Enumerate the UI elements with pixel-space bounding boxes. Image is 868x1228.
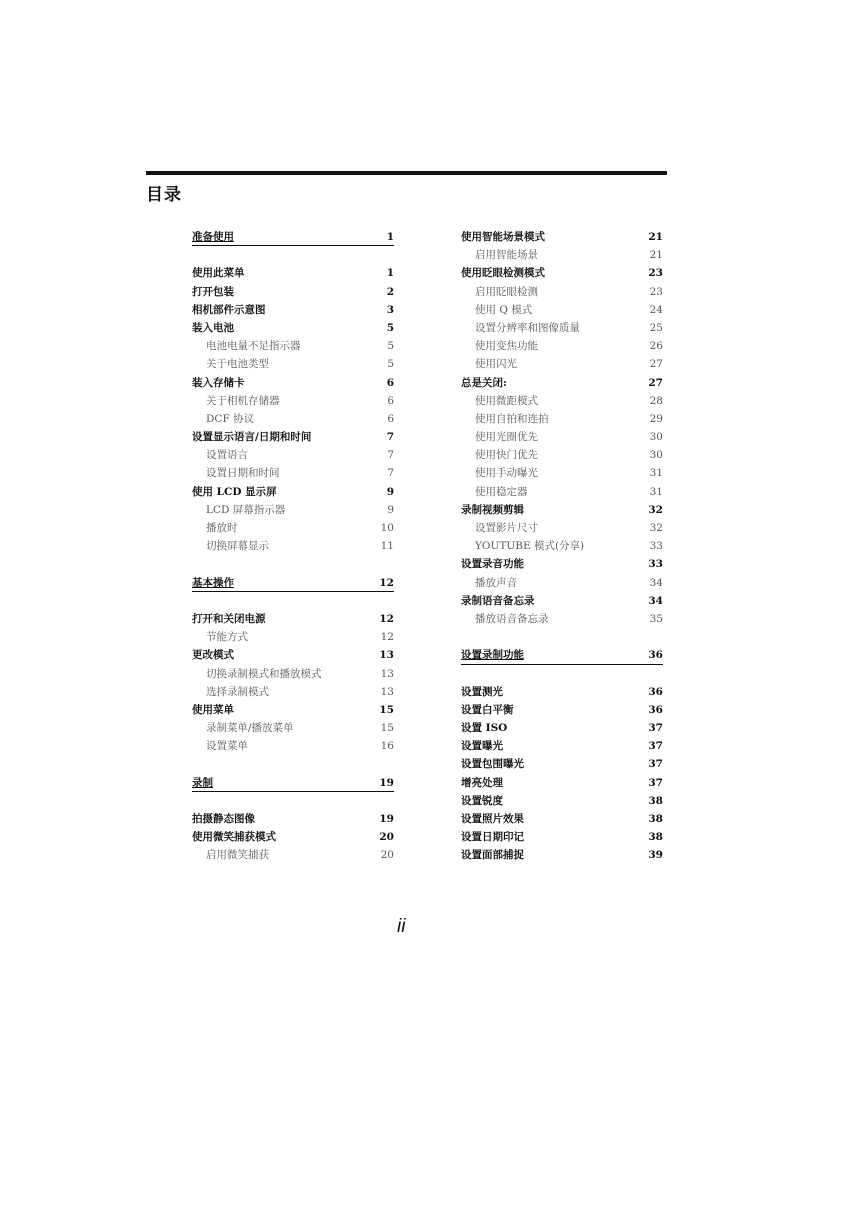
toc-subsection-entry[interactable] [461,428,663,446]
toc-entry-page: 15 [379,703,394,716]
toc-entry-page: 38 [648,813,663,825]
toc-section-entry[interactable] [461,228,663,246]
toc-entry-page: 10 [380,522,394,534]
toc-subsection-entry[interactable] [192,537,394,555]
toc-entry-page: 39 [648,849,663,862]
toc-entry-title: 相机部件示意图 [192,303,266,316]
toc-entry-title: 增亮处理 [461,776,503,789]
toc-entry-title: 基本操作 [192,576,234,589]
toc-entry-page: 35 [649,612,663,625]
top-rule [146,171,667,175]
toc-entry-page: 3 [386,303,394,316]
toc-entry-page: 32 [648,503,663,516]
toc-entry-title: 使用微笑捕获模式 [192,831,276,844]
toc-entry-page: 33 [648,558,663,571]
toc-entry-title: 录制视频剪辑 [461,503,524,516]
toc-entry-title: LCD 屏幕指示器 [206,503,286,516]
toc-entry-page: 24 [649,303,663,316]
toc-spacer [461,665,663,683]
toc-entry-title: 启用眨眼检测 [475,285,538,298]
toc-entry-page: 16 [380,740,394,753]
toc-entry-title: 播放语音备忘录 [475,612,549,625]
toc-entry-title: 装入存储卡 [192,376,245,389]
toc-subsection-entry[interactable] [461,483,663,501]
toc-entry-title: 关于电池类型 [206,358,269,371]
toc-section-entry[interactable] [192,701,394,719]
toc-section-entry[interactable] [192,283,394,301]
toc-subsection-entry[interactable] [192,719,394,737]
toc-section-entry[interactable] [461,555,663,573]
toc-subsection-entry[interactable] [461,246,663,264]
toc-entry-page: 36 [648,685,663,698]
toc-subsection-entry[interactable] [461,319,663,337]
toc-entry-page: 19 [379,813,394,825]
toc-subsection-entry[interactable] [461,574,663,592]
toc-entry-page: 6 [386,376,394,389]
toc-entry-title: 使用 Q 模式 [475,303,533,316]
toc-entry-title: 使用微距模式 [475,394,538,407]
toc-entry-page: 13 [380,667,394,680]
toc-entry-title: 准备使用 [192,231,234,243]
toc-entry-page: 13 [380,685,394,698]
toc-entry-page: 15 [380,722,394,735]
toc-entry-page: 7 [387,467,394,480]
toc-entry-page: 20 [379,831,394,844]
toc-spacer [192,755,394,773]
toc-subsection-entry[interactable] [192,410,394,428]
toc-section-entry[interactable] [192,428,394,446]
toc-entry-title: DCF 协议 [206,412,255,425]
toc-entry-page: 33 [649,540,663,553]
toc-spacer [192,555,394,573]
toc-entry-title: 使用此菜单 [192,267,245,280]
toc-entry-page: 34 [649,576,663,589]
toc-entry-page: 29 [649,412,663,425]
toc-subsection-entry[interactable] [192,737,394,755]
toc-entry-page: 38 [648,831,663,844]
toc-entry-page: 27 [648,376,663,389]
toc-entry-page: 21 [649,249,663,262]
toc-section-entry[interactable] [461,828,663,846]
toc-entry-title: 设置显示语言/日期和时间 [192,431,312,444]
toc-subsection-entry[interactable] [192,464,394,482]
toc-entry-title: 设置白平衡 [461,703,514,716]
toc-entry-page: 13 [379,649,394,662]
toc-entry-page: 30 [649,449,663,462]
toc-entry-title: 设置照片效果 [461,813,524,825]
toc-entry-title: 电池电量不足指示器 [206,340,301,353]
toc-entry-title: 设置日期和时间 [206,467,280,480]
toc-entry-page: 1 [386,267,394,280]
toc-spacer [461,628,663,646]
toc-entry-title: 节能方式 [206,631,248,644]
toc-entry-page: 7 [386,431,394,444]
toc-section-entry[interactable] [461,719,663,737]
toc-entry-title: 设置影片尺寸 [475,522,538,534]
toc-entry-title: 使用菜单 [192,703,234,716]
toc-entry-page: 37 [648,722,663,735]
toc-section-entry[interactable] [461,683,663,701]
toc-entry-page: 12 [379,612,394,625]
toc-entry-title: 播放时 [206,522,238,534]
toc-entry-title: YOUTUBE 模式(分享) [475,540,585,553]
toc-section-entry[interactable] [192,646,394,664]
toc-subsection-entry[interactable] [192,519,394,537]
toc-entry-page: 27 [649,358,663,371]
toc-subsection-entry[interactable] [192,501,394,519]
toc-entry-page: 1 [386,231,394,243]
toc-entry-page: 20 [380,849,394,862]
toc-subsection-entry[interactable] [192,665,394,683]
toc-entry-title: 打开包装 [192,285,234,298]
toc-entry-title: 设置测光 [461,685,503,698]
toc-entry-page: 5 [387,358,394,371]
toc-entry-title: 设置面部捕捉 [461,849,524,862]
toc-section-entry[interactable] [461,846,663,864]
toc-section-entry[interactable] [461,792,663,810]
toc-entry-page: 37 [648,758,663,771]
toc-entry-title: 录制菜单/播放菜单 [206,722,294,735]
toc-chapter-entry[interactable] [461,646,663,664]
toc-entry-page: 9 [386,485,394,498]
page-title: 目录 [146,185,182,205]
toc-entry-page: 28 [649,394,663,407]
toc-entry-title: 录制 [192,776,213,789]
toc-entry-title: 设置 ISO [461,722,508,735]
toc-subsection-entry[interactable] [461,392,663,410]
toc-entry-title: 切换录制模式和播放模式 [206,667,322,680]
toc-subsection-entry[interactable] [192,392,394,410]
toc-entry-page: 23 [649,285,663,298]
toc-entry-title: 播放声音 [475,576,517,589]
toc-section-entry[interactable] [461,774,663,792]
toc-entry-page: 19 [379,776,394,789]
toc-entry-title: 拍摄静态图像 [192,813,255,825]
toc-subsection-entry[interactable] [192,628,394,646]
toc-entry-title: 设置语言 [206,449,248,462]
toc-chapter-entry[interactable] [192,774,394,792]
toc-section-entry[interactable] [461,701,663,719]
toc-section-entry[interactable] [461,755,663,773]
toc-entry-page: 21 [648,231,663,243]
toc-subsection-entry[interactable] [461,446,663,464]
toc-entry-title: 设置分辨率和图像质量 [475,321,580,334]
toc-chapter-entry[interactable] [192,574,394,592]
toc-entry-title: 切换屏幕显示 [206,540,269,553]
toc-section-entry[interactable] [461,737,663,755]
toc-entry-page: 38 [648,794,663,807]
toc-entry-title: 使用 LCD 显示屏 [192,485,277,498]
toc-subsection-entry[interactable] [192,355,394,373]
toc-entry-title: 使用稳定器 [475,485,528,498]
toc-section-entry[interactable] [192,374,394,392]
toc-entry-page: 26 [649,340,663,353]
toc-section-entry[interactable] [461,374,663,392]
toc-entry-page: 5 [386,321,394,334]
toc-section-entry[interactable] [461,810,663,828]
toc-entry-title: 设置曝光 [461,740,503,753]
toc-subsection-entry[interactable] [192,446,394,464]
toc-entry-page: 9 [387,503,394,516]
toc-entry-page: 34 [648,594,663,607]
toc-entry-title: 使用智能场景模式 [461,231,545,243]
toc-chapter-entry[interactable] [192,228,394,246]
toc-entry-title: 更改模式 [192,649,234,662]
toc-entry-page: 36 [648,703,663,716]
toc-entry-title: 选择录制模式 [206,685,269,698]
toc-section-entry[interactable] [192,319,394,337]
toc-entry-page: 31 [649,467,663,480]
toc-subsection-entry[interactable] [461,355,663,373]
toc-subsection-entry[interactable] [461,301,663,319]
toc-entry-title: 使用光圈优先 [475,431,538,444]
toc-entry-title: 打开和关闭电源 [192,612,266,625]
toc-subsection-entry[interactable] [461,283,663,301]
toc-entry-page: 30 [649,431,663,444]
toc-section-entry[interactable] [192,828,394,846]
toc-section-entry[interactable] [461,592,663,610]
toc-entry-page: 37 [648,740,663,753]
toc-subsection-entry[interactable] [192,337,394,355]
toc-entry-page: 7 [387,449,394,462]
toc-entry-title: 启用微笑捕获 [206,849,269,862]
toc-entry-title: 使用手动曝光 [475,467,538,480]
toc-entry-page: 32 [649,522,663,534]
toc-spacer [192,792,394,810]
toc-subsection-entry[interactable] [461,337,663,355]
toc-section-entry[interactable] [461,501,663,519]
toc-section-entry[interactable] [192,301,394,319]
toc-entry-title: 装入电池 [192,321,234,334]
toc-entry-page: 31 [649,485,663,498]
toc-spacer [192,592,394,610]
toc-entry-page: 6 [387,412,394,425]
toc-entry-title: 设置录音功能 [461,558,524,571]
toc-entry-page: 37 [648,776,663,789]
toc-section-entry[interactable] [192,810,394,828]
toc-entry-title: 关于相机存储器 [206,394,280,407]
toc-entry-title: 设置锐度 [461,794,503,807]
toc-entry-page: 12 [380,631,394,644]
toc-section-entry[interactable] [461,264,663,282]
toc-entry-title: 设置菜单 [206,740,248,753]
toc-subsection-entry[interactable] [461,537,663,555]
toc-section-entry[interactable] [192,483,394,501]
toc-entry-title: 设置包围曝光 [461,758,524,771]
toc-entry-title: 总是关闭: [461,376,507,389]
toc-right-column [461,228,663,865]
toc-subsection-entry[interactable] [461,410,663,428]
toc-entry-title: 启用智能场景 [475,249,538,262]
toc-entry-title: 使用自拍和连拍 [475,412,549,425]
toc-entry-page: 2 [386,285,394,298]
toc-entry-title: 使用眨眼检测模式 [461,267,545,280]
toc-entry-page: 5 [387,340,394,353]
toc-entry-title: 使用快门优先 [475,449,538,462]
toc-entry-title: 使用闪光 [475,358,517,371]
toc-section-entry[interactable] [192,264,394,282]
toc-subsection-entry[interactable] [461,519,663,537]
toc-entry-page: 11 [380,540,394,553]
toc-entry-page: 36 [648,649,663,662]
toc-subsection-entry[interactable] [461,610,663,628]
toc-spacer [192,246,394,264]
toc-entry-title: 录制语音备忘录 [461,594,535,607]
toc-subsection-entry[interactable] [192,683,394,701]
toc-entry-page: 6 [387,394,394,407]
toc-subsection-entry[interactable] [192,846,394,864]
toc-left-column [192,228,394,865]
toc-subsection-entry[interactable] [461,464,663,482]
toc-entry-title: 设置日期印记 [461,831,524,844]
toc-entry-title: 使用变焦功能 [475,340,538,353]
toc-entry-page: 12 [379,576,394,589]
toc-entry-title: 设置录制功能 [461,649,524,662]
toc-entry-page: 25 [649,321,663,334]
toc-entry-page: 23 [648,267,663,280]
toc-section-entry[interactable] [192,610,394,628]
page-number: ii [397,916,406,937]
